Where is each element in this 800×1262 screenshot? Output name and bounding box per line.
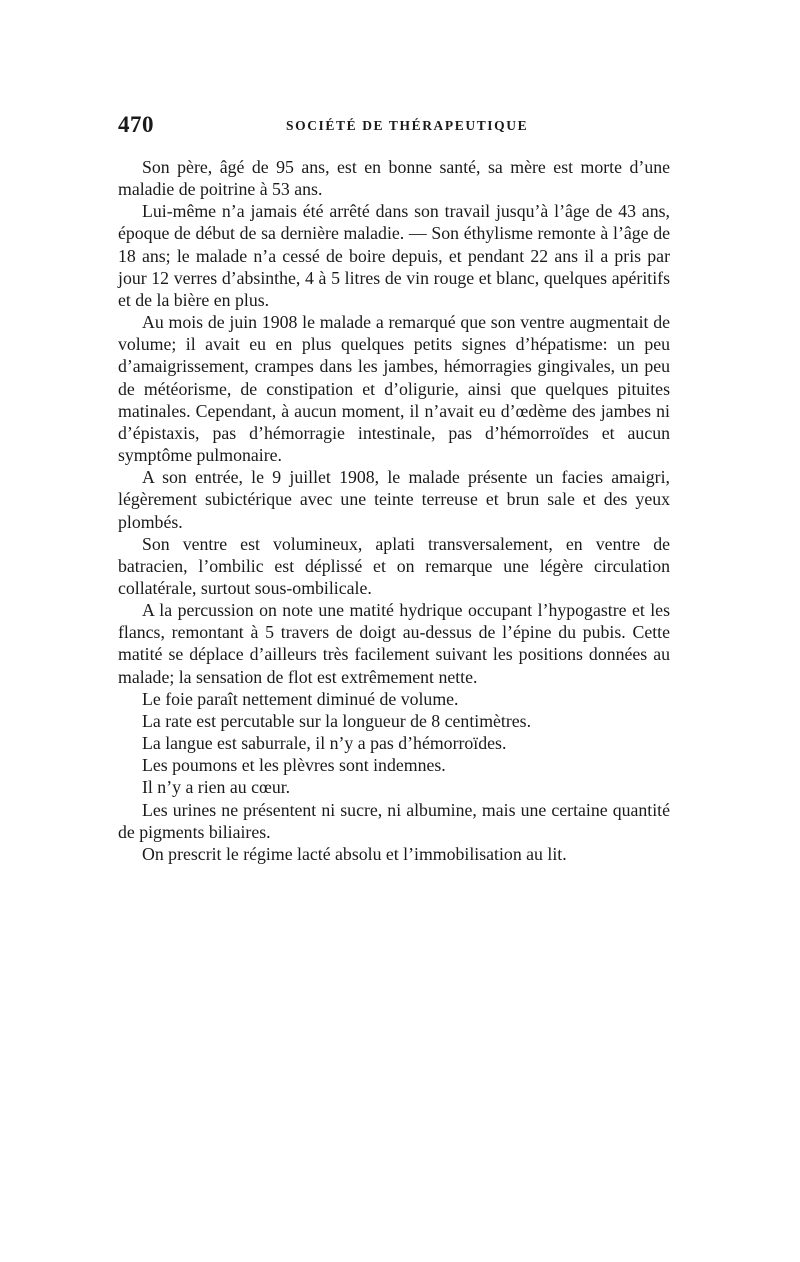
paragraph-urine: Les urines ne présentent ni sucre, ni albumine, mais une certaine quantité de pigments biliaires. [118, 799, 670, 842]
paragraph-lungs: Les poumons et les plèvres sont indemnes. [142, 755, 446, 776]
paragraph-spleen: La rate est percutable sur la longueur de 8 centimètres. [142, 710, 532, 731]
running-title: SOCIÉTÉ DE THÉRAPEUTIQUE [286, 118, 529, 133]
page-number: 470 [118, 112, 154, 137]
body-text [118, 156, 670, 865]
paragraph-admission: A son entrée, le 9 juillet 1908, le malade présente un facies amaigri, légèrement subictérique avec une teinte terreuse et brun sale et des yeux plombés. [118, 467, 670, 532]
paragraph-percussion: A la percussion on note une matité hydrique occupant l’hypogastre et les flancs, remontant à 5 travers de doigt au-dessus de l’épine du pubis. Cette matité se déplace d’ailleurs très facilement suivant les positions données au malade; la sensation de flot est extrêmement nette. [118, 600, 670, 687]
paragraph-prescription: On prescrit le régime lacté absolu et l’immobilisation au lit. [142, 843, 567, 864]
paragraph-liver: Le foie paraît nettement diminué de volume. [142, 688, 459, 709]
paragraph-onset-symptoms: Au mois de juin 1908 le malade a remarqué que son ventre augmentait de volume; il avait eu en plus quelques petits signes d’hépatisme: un peu d’amaigrissement, crampes dans les jambes, hémorragies gingivales, un peu de météorisme, de constipation et d’oligurie, ainsi que quelques pituites matinales. Cependant, à aucun moment, il n’avait eu d’œdème des jambes ni d’épistaxis, pas d’hémorragie intestinale, pas d’hémorroïdes et aucun symptôme pulmonaire. [118, 312, 670, 466]
paragraph-heart: Il n’y a rien au cœur. [142, 777, 291, 798]
paragraph-abdomen: Son ventre est volumineux, aplati transversalement, en ventre de batracien, l’ombilic est déplissé et on remarque une légère circulation collatérale, surtout sous-ombilicale. [118, 533, 670, 598]
paragraph-family-history: Son père, âgé de 95 ans, est en bonne santé, sa mère est morte d’une maladie de poitrine à 53 ans. [118, 157, 670, 200]
paragraph-tongue: La langue est saburrale, il n’y a pas d’hémorroïdes. [142, 733, 507, 754]
paragraph-alcoholism: Lui-même n’a jamais été arrêté dans son travail jusqu’à l’âge de 43 ans, époque de début de sa dernière maladie. — Son éthylisme remonte à l’âge de 18 ans; le malade n’a cessé de boire depuis, et pendant 22 ans il a pris par jour 12 verres d’absinthe, 4 à 5 litres de vin rouge et blanc, quelques apéritifs et de la bière en plus. [118, 201, 670, 310]
page-header [118, 112, 678, 142]
